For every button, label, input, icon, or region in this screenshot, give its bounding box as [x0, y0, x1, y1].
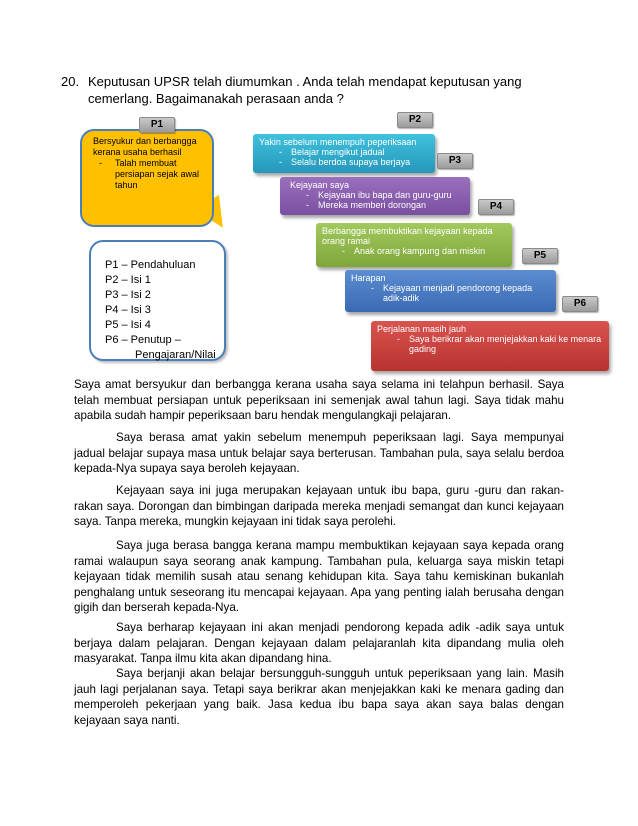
- box-p6-title: Perjalanan masih jauh: [377, 324, 467, 334]
- paragraph-2-text: Saya berasa amat yakin sebelum menempuh peperiksaan lagi. Saya mempunyai jadual belajar supaya masa untuk belajar saya berterusan. Tambahan pula, saya selalu berdoa kepada-Nya supaya saya beroleh kejayaan.: [74, 431, 564, 475]
- legend-box: [89, 240, 226, 361]
- label-p5: P5: [522, 248, 558, 264]
- legend-item: P5 – Isi 4: [105, 319, 151, 331]
- label-p4: P4: [478, 199, 514, 215]
- question-body: Keputusan UPSR telah diumumkan . Anda telah mendapat keputusan yang cemerlang. Bagaimanakah perasaan anda ?: [88, 74, 522, 106]
- box-p6: [371, 321, 609, 371]
- question-text: [61, 73, 558, 107]
- question-number: 20.: [61, 74, 80, 89]
- paragraph-5-text: Saya berharap kejayaan ini akan menjadi pendorong kepada adik -adik saya untuk berjaya dalam pelajaran. Dengan kejayaan dalam pelajaranlah kita dipandang mulia oleh masyarakat. Tanpa ilmu kita akan dipandang hina.: [74, 621, 564, 665]
- paragraph-2: [74, 430, 564, 477]
- box-p4: [316, 223, 512, 267]
- legend-item: P2 – Isi 1: [105, 274, 151, 286]
- bubble-bullet: - Talah membuat persiapan sejak awal tahun: [93, 158, 206, 191]
- paragraph-6-text: Saya berjanji akan belajar bersungguh-sungguh untuk peperiksaan yang lain. Masih jauh lagi perjalanan saya. Tetapi saya berikrar akan menjejakkan kaki ke menara gading dan memperoleh pekerjaan yang baik. Jasa kedua ibu bapa saya akan saya balas dengan kejayaan saya nanti.: [74, 667, 564, 727]
- bubble-line-2: kerana usaha berhasil: [93, 147, 182, 157]
- legend-item: P1 – Pendahuluan: [105, 259, 196, 271]
- box-p5: [345, 270, 556, 312]
- paragraph-3-text: Kejayaan saya ini juga merupakan kejayaan untuk ibu bapa, guru -guru dan rakan-rakan saya. Dorongan dan bimbingan daripada mereka menjadi semangat dan kunci kejayaan saya. Tanpa mereka, mungkin kejayaan ini tidak saya perolehi.: [74, 484, 564, 528]
- box-p5-title: Harapan: [351, 273, 386, 283]
- paragraph-1: [74, 377, 564, 424]
- box-p2-title: Yakin sebelum menempuh peperiksaan: [259, 137, 417, 147]
- box-p5-bullet: - Kejayaan menjadi pendorong kepada adik-adik: [351, 283, 550, 303]
- box-p6-bullet: - Saya berikrar akan menjejakkan kaki ke menara gading: [377, 334, 603, 354]
- box-p2-bullet: - Belajar mengikut jadual: [259, 147, 429, 157]
- label-p3: P3: [437, 153, 473, 169]
- legend-item-continued: Pengajaran/Nilai: [135, 349, 216, 361]
- legend-item: P6 – Penutup –: [105, 334, 181, 346]
- label-p6: P6: [562, 296, 598, 312]
- box-p3-bullet: - Kejayaan ibu bapa dan guru-guru: [286, 190, 464, 200]
- legend-item: P3 – Isi 2: [105, 289, 151, 301]
- paragraph-6: [74, 666, 564, 728]
- box-p2: [253, 134, 435, 173]
- legend-item: P4 – Isi 3: [105, 304, 151, 316]
- paragraph-5: [74, 620, 564, 667]
- paragraph-3: [74, 483, 564, 530]
- box-p2-bullet: - Selalu berdoa supaya berjaya: [259, 157, 429, 167]
- box-p4-title: Berbangga membuktikan kejayaan kepada orang ramai: [322, 226, 493, 246]
- speech-bubble-p1: [80, 129, 214, 227]
- label-p2: P2: [397, 112, 433, 128]
- paragraph-4-text: Saya juga berasa bangga kerana mampu membuktikan kejayaan saya kepada orang ramai walaupun saya seorang anak kampung. Tambahan pula, keluarga saya miskin tetapi kejayaan tidak memilih susah atau senang kehidupan kita. Saya tahu kemiskinan bukanlah penghalang untuk seseorang itu mencapai kejayaan. Apa yang penting ialah berusaha dengan gigih dan berserah kepada-Nya.: [74, 539, 564, 614]
- box-p3-title: Kejayaan saya: [290, 180, 350, 190]
- box-p3: [280, 177, 470, 215]
- paragraph-1-text: Saya amat bersyukur dan berbangga kerana usaha saya selama ini telahpun berhasil. Saya telah membuat persiapan untuk peperiksaan ini semenjak awal tahun lagi. Saya tidak mahu apabila sudah hampir peperiksaan baru hendak mengulangkaji pelajaran.: [74, 378, 564, 422]
- box-p4-bullet: - Anak orang kampung dan miskin: [322, 246, 506, 256]
- bubble-line-1: Bersyukur dan berbangga: [93, 136, 197, 146]
- box-p3-bullet: - Mereka memberi dorongan: [286, 200, 464, 210]
- label-p1: P1: [139, 117, 175, 133]
- paragraph-4: [74, 538, 564, 616]
